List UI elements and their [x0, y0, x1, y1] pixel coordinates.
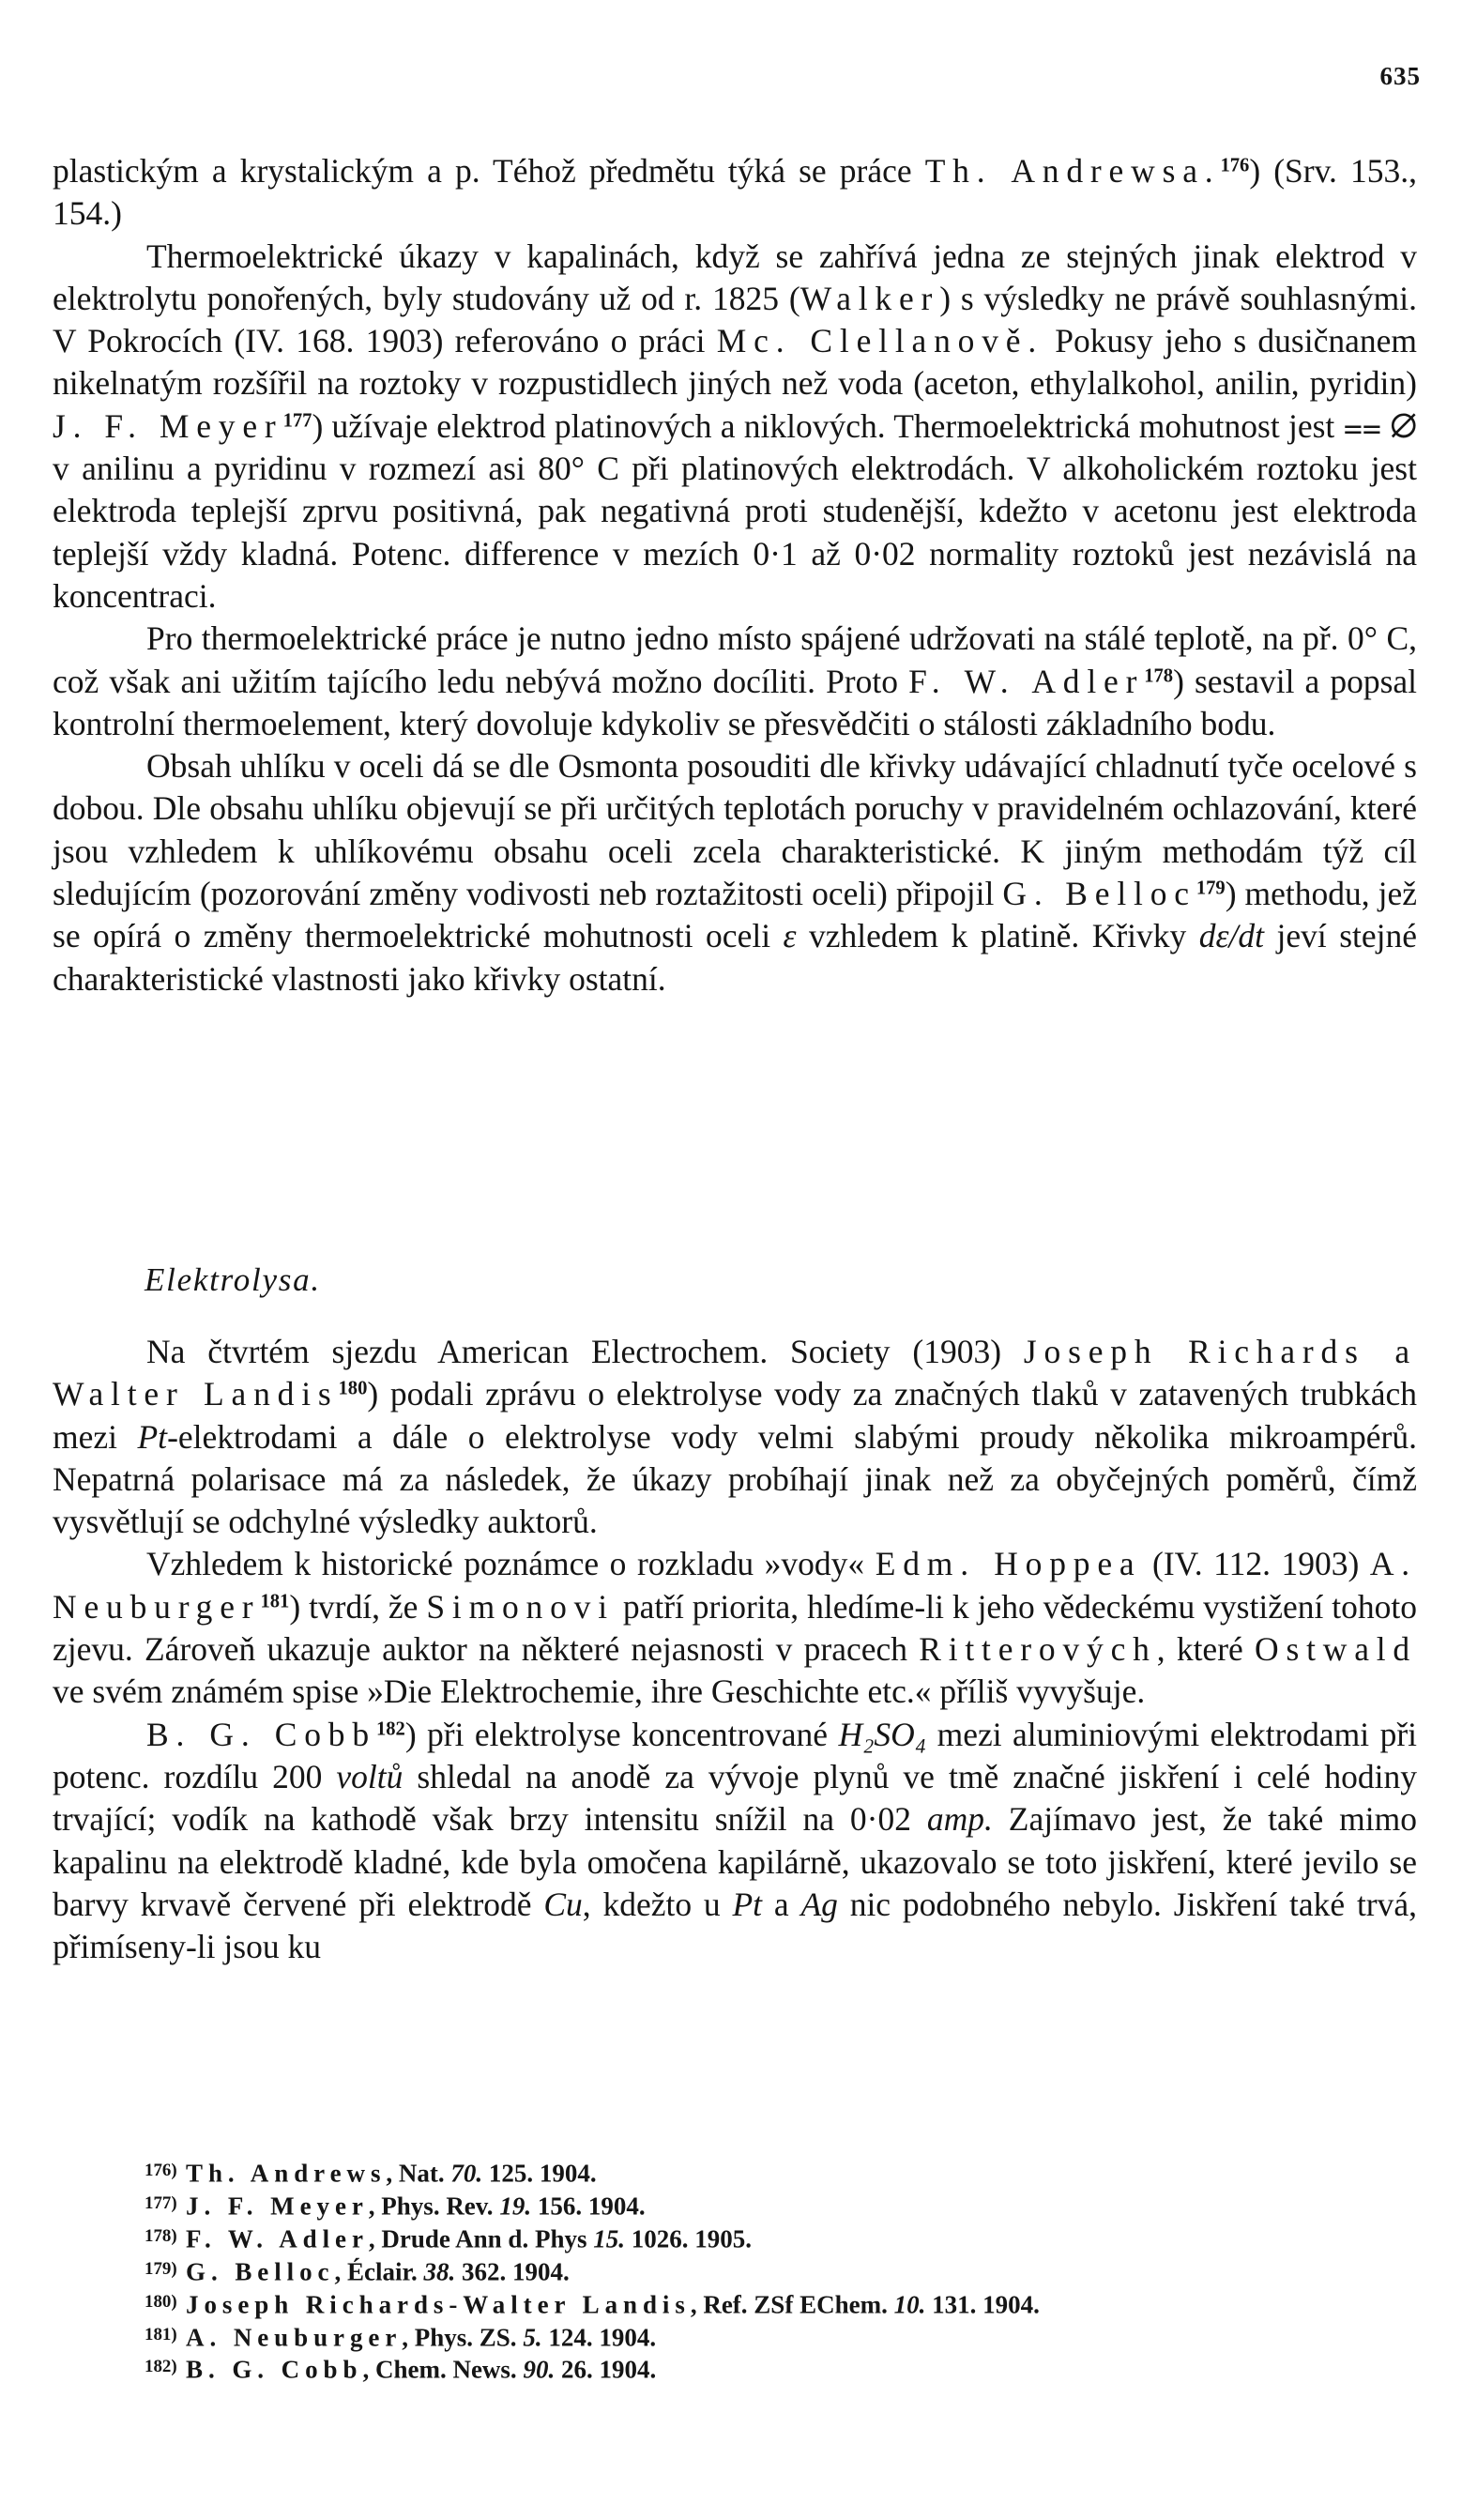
footnote-reference: 176 [1220, 155, 1250, 176]
italic-text: ε [783, 917, 797, 955]
paragraph [53, 150, 1417, 236]
italic-text: 70. [450, 2159, 483, 2188]
footnote [145, 2156, 1417, 2189]
text-run: 131. 1904. [925, 2290, 1040, 2319]
footnote-reference: 180 [338, 1378, 368, 1399]
footnote-mark: 178) [145, 2225, 177, 2246]
italic-text: Pt [732, 1885, 763, 1923]
text-run: , Ref. ZSf EChem. [690, 2290, 894, 2319]
text-run: Thermoelektrické úkazy v kapalinách, když se zahřívá jedna ze stejných jinak elektrod v elektrolytu ponořených, byly studovány už od r. 1825 ( [53, 237, 1417, 317]
text-run: ) methodu, jež se opírá o změny thermoelektrické mohutnosti oceli [53, 875, 1417, 955]
footnote [145, 2352, 1417, 2385]
footnote-reference: 177 [282, 410, 312, 432]
spaced-name: F. W. Adler [186, 2224, 369, 2253]
text-run: a [762, 1885, 801, 1923]
italic-text: H₂SO₄ [838, 1715, 927, 1753]
spaced-name: J. F. Meyer [186, 2192, 369, 2221]
italic-text: 19. [499, 2192, 532, 2221]
text-run: ) sestavil a popsal kontrolní thermoelement, který dovoluje kdykoliv se přesvědčiti o stálosti základního bodu. [53, 662, 1418, 742]
page-number: 635 [1379, 62, 1421, 90]
italic-text: 15. [593, 2224, 625, 2253]
footnote-mark: 177) [145, 2192, 177, 2213]
footnotes [145, 2156, 1417, 2385]
text-run: ) podali zprávu o elektrolyse vody za značných tlaků v zatavených trubkách mezi [53, 1375, 1417, 1456]
text-run: ) užívaje elektrod platinových a niklových. Thermoelektrická mohutnost jest ⩵ ∅ v anilinu a pyridinu v rozmezí asi 80° C při platinových elektrodách. V alkoholickém roztoku jest elektroda teplejší zprvu positivná, pak negativná proti studenější, kdežto v acetonu jest elektroda teplejší vždy kladná. Potenc. difference v mezích 0·1 až 0·02 normality roztoků jest nezávislá na koncentraci. [53, 406, 1417, 615]
footnote [145, 2320, 1417, 2353]
text-run: , Nat. [386, 2159, 451, 2188]
footnote-mark: 180) [145, 2291, 177, 2312]
italic-text: Pt [137, 1417, 168, 1456]
italic-text: amp. [926, 1800, 993, 1839]
spaced-name: Th. Andrewsa. [924, 152, 1221, 190]
text-run: 1026. 1905. [624, 2224, 752, 2253]
spaced-name: Walker [800, 279, 940, 317]
text-run: Vzhledem k historické poznámce o rozkladu »vody« [146, 1545, 876, 1583]
text-run: Obsah uhlíku v oceli dá se dle Osmonta posouditi dle křivky udávající chladnutí tyče ocelové s dobou. Dle obsahu uhlíku objevují se při určitých teplotách poruchy v pravidelném ochlazování, které jsou vzhledem k uhlíkovému obsahu oceli zcela charakteristické. K jiným methodám týž cíl sledujícím (pozorování změny vodivosti neb roztažitosti oceli) připojil [53, 747, 1417, 913]
spaced-name: Ritterových [919, 1630, 1157, 1669]
text-run: ) při elektrolyse koncentrované [404, 1715, 839, 1753]
footnote-reference: 179 [1195, 878, 1226, 899]
text-run: Zajímavo jest, že také mimo kapalinu na elektrodě kladné, kde byla omočena kapilárně, ukazovalo se toto jiskření, které jevilo se barvy krvavě červené při elektrodě [53, 1800, 1417, 1923]
italic-text: 90. [523, 2356, 556, 2385]
text-run: 26. 1904. [555, 2356, 657, 2385]
text-run: ve svém známém spise »Die Elektrochemie, ihre Geschichte etc.« příliš vyvyšuje. [53, 1672, 1146, 1711]
paragraph [53, 745, 1417, 1000]
text-block-upper [53, 150, 1417, 1000]
spaced-name: Mc. Clellanově. [716, 322, 1044, 360]
spaced-name: B. G. Cobb [186, 2356, 363, 2385]
text-run: , Phys. Rev. [368, 2192, 500, 2221]
footnote [145, 2287, 1417, 2320]
spaced-name: G. Belloc [186, 2257, 335, 2286]
footnote-reference: 182 [375, 1718, 405, 1740]
text-run: , Phys. ZS. [402, 2323, 524, 2352]
italic-text: 38. [423, 2257, 456, 2286]
paragraph [53, 618, 1417, 745]
paragraph [53, 1331, 1417, 1543]
text-run: , Drude Ann d. Phys [368, 2224, 594, 2253]
spaced-name: Edm. Hoppea [875, 1545, 1142, 1583]
spaced-name: Simonovi [426, 1587, 615, 1626]
spaced-name: A. Neuburger [186, 2323, 403, 2352]
text-run: ) tvrdí, že [289, 1587, 427, 1626]
section-heading: Elektrolysa. [145, 1261, 321, 1298]
text-run: Pro thermoelektrické práce je nutno jedno místo spájené udržovati na stálé teplotě, na př. 0° C, což však ani užitím tajícího ledu nebývá možno docíliti. Proto [53, 619, 1417, 700]
spaced-name: Th. Andrews [186, 2159, 387, 2188]
spaced-name: Joseph Richards-Walter Landis [186, 2290, 691, 2319]
footnote-reference: 181 [260, 1591, 290, 1612]
footnote-mark: 181) [145, 2324, 177, 2344]
text-run: mezi aluminiovými elektrodami při potenc. rozdílu 200 [53, 1715, 1417, 1795]
text-run: ) (Srv. 153., 154.) [53, 152, 1418, 233]
spaced-name: B. G. Cobb [146, 1715, 376, 1753]
spaced-name: J. F. Meyer [53, 406, 283, 445]
text-run: -elektrodami a dále o elektrolyse vody velmi slabými proudy několika mikroampérů. Nepatrná polarisace má za následek, že úkazy probíhají jinak než za obyčejných poměrů, čímž vysvětlují se odchylné výsledky auktorů. [53, 1417, 1417, 1541]
italic-text: 5. [523, 2323, 542, 2352]
italic-text: Ag [800, 1885, 838, 1923]
italic-text: dε/dt [1198, 917, 1264, 955]
footnote [145, 2189, 1417, 2222]
text-run: , kdežto u [582, 1885, 733, 1923]
text-run: vzhledem k platině. Křivky [796, 917, 1199, 955]
italic-text: voltů [336, 1757, 404, 1795]
footnote-reference: 178 [1144, 665, 1174, 687]
text-run: , Éclair. [334, 2257, 424, 2286]
text-run: 156. 1904. [531, 2192, 646, 2221]
spaced-name: G. Belloc [1002, 875, 1196, 913]
text-run: Na čtvrtém sjezdu American Electrochem. Society (1903) [146, 1333, 1024, 1370]
paragraph [53, 1714, 1417, 1969]
text-run: jeví stejné charakteristické vlastnosti jako křivky ostatní. [53, 917, 1418, 998]
footnote-mark: 176) [145, 2161, 177, 2180]
text-run: ) s výsledky ne právě souhlasnými. V Pokrocích (IV. 168. 1903) referováno o práci [53, 279, 1417, 360]
text-run: 124. 1904. [541, 2323, 657, 2352]
text-run: , které [1156, 1630, 1255, 1669]
spaced-name: A. Neuburger [53, 1545, 1417, 1626]
paragraph [53, 1543, 1417, 1713]
footnote [145, 2222, 1417, 2254]
italic-text: 10. [893, 2290, 926, 2319]
spaced-name: Ostwald [1255, 1630, 1417, 1669]
text-run: shledal na anodě za vývoje plynů ve tmě značné jiskření i celé hodiny trvající; vodík na kathodě však brzy intensitu snížil na 0·02 [53, 1757, 1417, 1839]
footnote-mark: 182) [145, 2357, 177, 2377]
footnote-mark: 179) [145, 2258, 177, 2279]
text-run: 125. 1904. [482, 2159, 597, 2188]
text-run: (IV. 112. 1903) [1141, 1545, 1370, 1583]
text-block-lower [53, 1331, 1417, 1968]
text-run: Pokusy jeho s dusičnanem nikelnatým rozšířil na roztoky v rozpustidlech jiných než voda (aceton, ethylalkohol, anilin, pyridin) [53, 322, 1417, 403]
text-run: , Chem. News. [362, 2356, 524, 2385]
footnote [145, 2254, 1417, 2287]
spaced-name: F. W. Adler [908, 662, 1145, 700]
paragraph [53, 236, 1417, 619]
spaced-name: Joseph Richards a Walter Landis [53, 1333, 1417, 1413]
text-run: 362. 1904. [455, 2257, 570, 2286]
italic-text: Cu [543, 1885, 583, 1923]
text-run: patří priorita, hledíme-li k jeho vědeckému vystižení tohoto zjevu. Zároveň ukazuje auktor na některé nejasnosti v pracech [53, 1587, 1417, 1669]
text-run: plastickým a krystalickým a p. Téhož předmětu týká se práce [53, 152, 925, 190]
text-run: nic podobného nebylo. Jiskření také trvá, přimíseny-li jsou ku [53, 1885, 1418, 1966]
